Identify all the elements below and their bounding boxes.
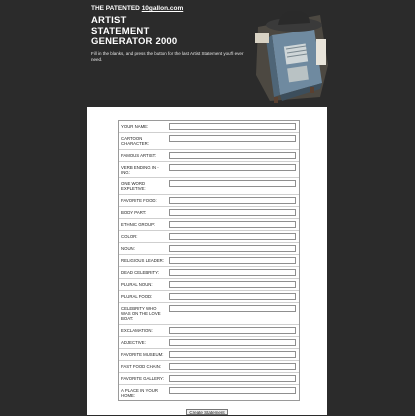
text-field[interactable] [169,269,296,276]
field-label: VERB ENDING IN -ING: [121,164,159,175]
form-row [119,195,299,207]
header [0,0,415,107]
field-label: FAVORITE MUSEUM: [121,351,164,357]
field-label: FAVORITE GALLERY: [121,375,164,381]
text-field[interactable] [169,123,296,130]
create-statement-button[interactable]: Create Statement [186,409,228,415]
field-label: EXCLAMATION: [121,327,153,333]
field-label: COLOR: [121,233,138,239]
form-row [119,133,299,150]
form-row [119,243,299,255]
form-row [119,385,299,401]
artwork-image [250,5,332,105]
text-field[interactable] [169,339,296,346]
field-label: DEAD CELEBRITY: [121,269,159,275]
form-panel [87,107,327,415]
form-row [119,207,299,219]
form-row [119,150,299,162]
form-row [119,162,299,179]
field-label: CARTOON CHARACTER: [121,136,149,147]
field-label: ADJECTIVE: [121,339,146,345]
text-field[interactable] [169,281,296,288]
field-label: RELIGIOUS LEADER: [121,257,164,263]
form-row [119,361,299,373]
title-line-2: STATEMENT [91,25,150,37]
form-row [119,291,299,303]
field-label: ETHNIC GROUP: [121,221,156,227]
brand-prefix: THE PATENTED [91,5,142,12]
form-row [119,267,299,279]
text-field[interactable] [169,387,296,394]
text-field[interactable] [169,363,296,370]
field-label: CELEBRITY WHO WAS ON THE LOVE BOAT: [121,305,161,322]
form-row [119,231,299,243]
title-line-3: GENERATOR 2000 [91,36,178,47]
tagline: Fill in the blanks, and press the button for the last Artist Statement you'll ever need. [91,51,244,62]
text-field[interactable] [169,257,296,264]
statement-form [118,120,300,401]
field-label: FAST FOOD CHAIN: [121,363,162,369]
text-field[interactable] [169,164,296,171]
text-field[interactable] [169,180,296,187]
text-field[interactable] [169,327,296,334]
form-row [119,337,299,349]
field-label: YOUR NAME: [121,124,149,129]
form-row [119,349,299,361]
field-label: FAVORITE FOOD: [121,197,157,203]
form-row [119,373,299,385]
text-field[interactable] [169,135,296,142]
field-label: ONE WORD EXPLETIVE: [121,181,146,192]
form-row [119,178,299,195]
field-label: PLURAL FOOD: [121,293,153,299]
text-field[interactable] [169,293,296,300]
form-row [119,121,299,133]
text-field[interactable] [169,351,296,358]
brand-line [91,5,183,12]
text-field[interactable] [169,233,296,240]
field-label: FAMOUS ARTIST: [121,152,157,158]
text-field[interactable] [169,375,296,382]
text-field[interactable] [169,245,296,252]
text-field[interactable] [169,197,296,204]
form-row [119,325,299,337]
text-field[interactable] [169,152,296,159]
form-row [119,219,299,231]
field-label: NOUN: [121,245,135,251]
title-line-1: ARTIST [91,15,127,26]
field-label: A PLACE IN YOUR HOME: [121,387,158,398]
brand-site-link[interactable]: 10gallon.com [141,5,184,12]
field-label: PLURAL NOUN: [121,281,153,287]
form-row [119,279,299,291]
form-row [119,255,299,267]
text-field[interactable] [169,221,296,228]
text-field[interactable] [169,305,296,312]
form-row [119,303,299,325]
page-title [91,16,177,48]
field-label: BODY PART: [121,209,147,215]
text-field[interactable] [169,209,296,216]
